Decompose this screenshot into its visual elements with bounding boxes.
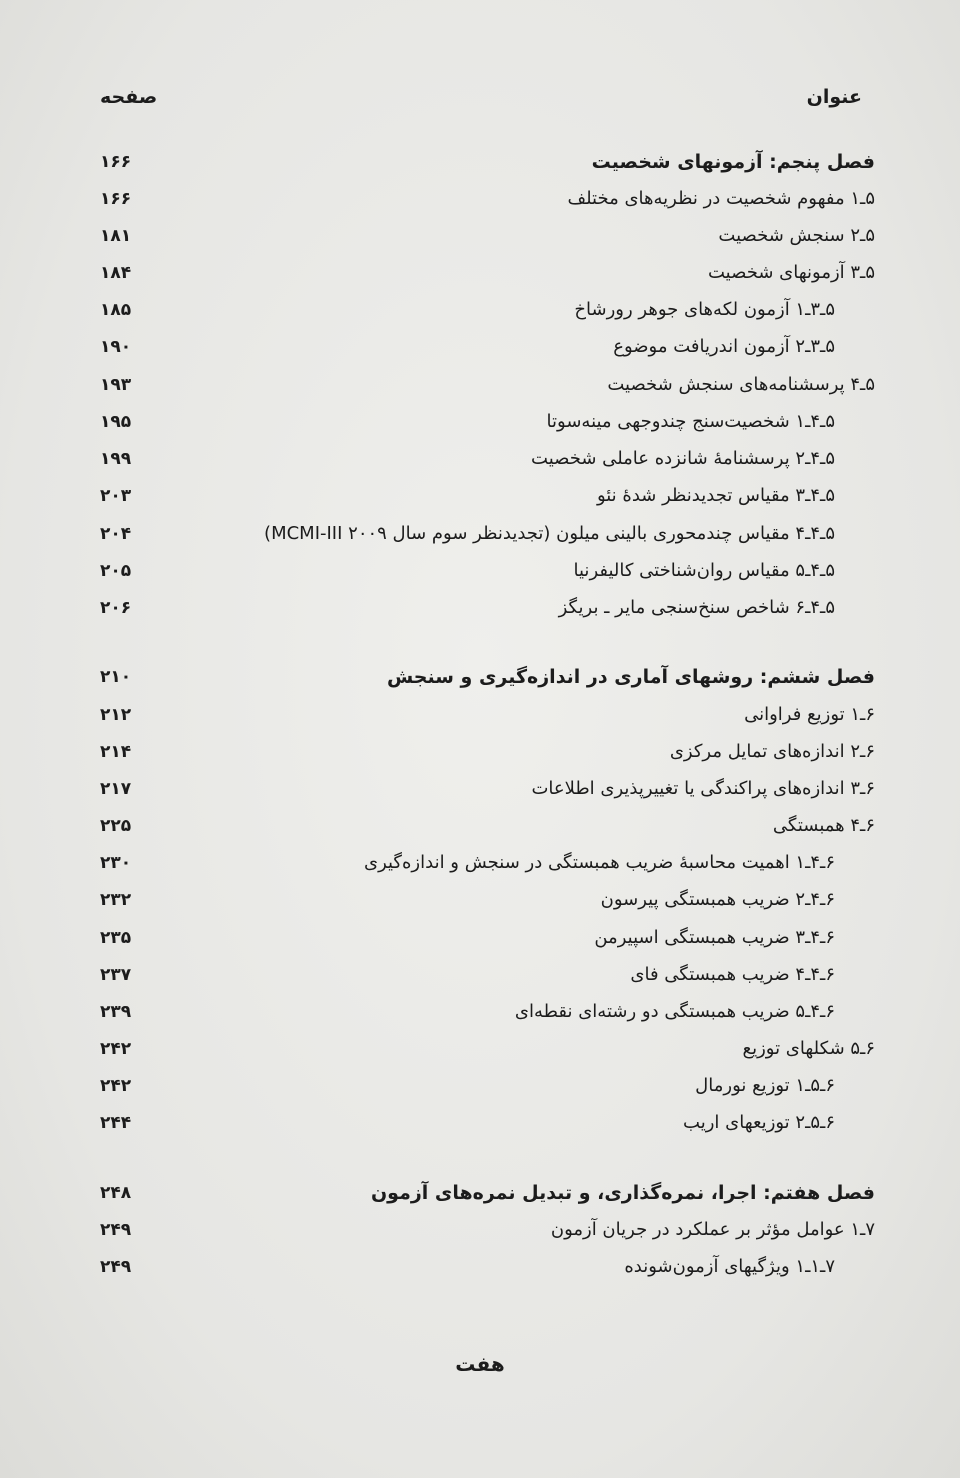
toc-entry-row — [100, 737, 875, 771]
toc-entry-row — [100, 332, 875, 366]
toc-chapter-row — [100, 1178, 875, 1212]
toc-entry-row — [100, 481, 875, 515]
toc-entry-page: ۱۹۵ — [100, 412, 132, 432]
toc-entry-title: ۷ـ۱ عوامل مؤثر بر عملکرد در جریان آزمون — [550, 1219, 875, 1240]
toc-entry-title: ۵ـ۳ آزمونهای شخصیت — [708, 262, 875, 283]
toc-entry-row — [100, 960, 875, 994]
toc-entry-row — [100, 1108, 875, 1142]
toc-entry-row — [100, 221, 875, 255]
page-column-heading: صفحه — [100, 86, 158, 108]
toc-entry-page: ۲۴۹ — [100, 1257, 132, 1277]
toc-entry-title: فصل ششم: روشهای آماری در اندازه‌گیری و سنجش — [386, 666, 875, 688]
toc-entry-page: ۲۴۲ — [100, 1076, 132, 1096]
toc-entry-title: ۷ـ۱ـ۱ ویژگیهای آزمون‌شونده — [624, 1256, 835, 1277]
toc-entry-page: ۲۳۲ — [100, 890, 132, 910]
toc-entry-title: ۵ـ۴ـ۳ مقیاس تجدیدنظر شدهٔ نئو — [596, 485, 835, 506]
toc-entry-page: ۲۴۸ — [100, 1183, 132, 1203]
toc-entry-page: ۲۳۹ — [100, 1002, 132, 1022]
toc-entry-title: ۵ـ۱ مفهوم شخصیت در نظریه‌های مختلف — [567, 188, 875, 209]
toc-entry-title: ۵ـ۴ـ۲ پرسشنامهٔ شانزده عاملی شخصیت — [531, 448, 835, 469]
toc-entry-page: ۱۸۵ — [100, 300, 132, 320]
toc-entry-title: ۶ـ۴ همبستگی — [772, 815, 875, 836]
toc-entry-row — [100, 519, 875, 553]
title-column-heading: عنوان — [806, 86, 862, 108]
toc-entry-title: ۵ـ۲ سنجش شخصیت — [718, 225, 875, 246]
toc-entry-page: ۲۱۴ — [100, 742, 132, 762]
toc-entry-title: ۶ـ۵ـ۲ توزیعهای اریب — [683, 1112, 835, 1133]
toc-entry-page: ۲۰۴ — [100, 524, 132, 544]
toc-entry-page: ۱۶۶ — [100, 189, 132, 209]
toc-entry-page: ۱۸۴ — [100, 263, 132, 283]
toc-entry-page: ۲۱۲ — [100, 705, 132, 725]
toc-entry-row — [100, 700, 875, 734]
toc-entry-page: ۱۶۶ — [100, 152, 132, 172]
toc-entry-row — [100, 1252, 875, 1286]
toc-entry-title: ۶ـ۵ـ۱ توزیع نورمال — [695, 1075, 835, 1096]
toc-entry-row — [100, 1034, 875, 1068]
toc-entry-title: ۵ـ۴ـ۵ مقیاس روان‌شناختی کالیفرنیا — [573, 560, 835, 581]
toc-entry-page: ۱۹۰ — [100, 337, 132, 357]
toc-entry-row — [100, 295, 875, 329]
toc-entry-title: ۵ـ۳ـ۲ آزمون اندریافت موضوع — [613, 336, 835, 357]
toc-entry-page: ۲۲۵ — [100, 816, 132, 836]
toc-entry-row — [100, 556, 875, 590]
toc-entry-row — [100, 370, 875, 404]
toc-entry-page: ۲۴۹ — [100, 1220, 132, 1240]
toc-entry-page: ۲۰۳ — [100, 486, 132, 506]
toc-entry-page: ۱۹۹ — [100, 449, 132, 469]
toc-entry-title: ۶ـ۴ـ۲ ضریب همبستگی پیرسون — [600, 889, 835, 910]
toc-entry-row — [100, 407, 875, 441]
toc-entry-page: ۲۳۰ — [100, 853, 132, 873]
toc-entry-title: فصل هفتم: اجرا، نمره‌گذاری، و تبدیل نمره‌های آزمون — [370, 1182, 875, 1204]
toc-entry-row — [100, 593, 875, 627]
toc-entry-row — [100, 923, 875, 957]
toc-entry-page: ۲۴۲ — [100, 1039, 132, 1059]
toc-entry-title: ۵ـ۴ـ۴ مقیاس چندمحوری بالینی میلون (تجدیدنظر سوم سال ۲۰۰۹ MCMI-III) — [264, 523, 835, 544]
toc-entry-title: ۵ـ۴ـ۶ شاخص سنخ‌سنجی مایر ـ بریگز — [558, 597, 835, 618]
toc-entry-title: ۶ـ۲ اندازه‌های تمایل مرکزی — [669, 741, 875, 762]
toc-entry-row — [100, 1215, 875, 1249]
toc-entry-page: ۲۱۷ — [100, 779, 132, 799]
toc-entry-title: ۶ـ۴ـ۴ ضریب همبستگی فای — [630, 964, 835, 985]
toc-entry-row — [100, 811, 875, 845]
toc-entry-row — [100, 885, 875, 919]
toc-entry-title: ۶ـ۳ اندازه‌های پراکندگی یا تغییرپذیری اطلاعات — [531, 778, 875, 799]
toc-chapter-row — [100, 662, 875, 696]
toc-entry-title: ۵ـ۴ پرسشنامه‌های سنجش شخصیت — [607, 374, 875, 395]
toc-entry-title: ۵ـ۴ـ۱ شخصیت‌سنج چندوجهی مینه‌سوتا — [546, 411, 835, 432]
toc-entry-row — [100, 774, 875, 808]
toc-entry-page: ۱۸۱ — [100, 226, 132, 246]
toc-entry-row — [100, 444, 875, 478]
toc-entry-row — [100, 1071, 875, 1105]
toc-chapter-row — [100, 147, 875, 181]
toc-entry-title: ۶ـ۵ شکلهای توزیع — [742, 1038, 875, 1059]
toc-entry-title: ۶ـ۴ـ۳ ضریب همبستگی اسپیرمن — [594, 927, 835, 948]
toc-entry-page: ۲۰۶ — [100, 598, 132, 618]
toc-entry-row — [100, 848, 875, 882]
toc-entry-row — [100, 184, 875, 218]
toc-entry-title: ۶ـ۴ـ۵ ضریب همبستگی دو رشته‌ای نقطه‌ای — [514, 1001, 835, 1022]
toc-entry-row — [100, 997, 875, 1031]
toc-entry-page: ۲۱۰ — [100, 667, 132, 687]
toc-entry-row — [100, 258, 875, 292]
toc-entry-title: ۵ـ۳ـ۱ آزمون لکه‌های جوهر رورشاخ — [574, 299, 835, 320]
toc-entry-title: فصل پنجم: آزمونهای شخصیت — [591, 151, 875, 173]
toc-entry-page: ۲۳۷ — [100, 965, 132, 985]
toc-entry-title: ۶ـ۴ـ۱ اهمیت محاسبهٔ ضریب همبستگی در سنجش و اندازه‌گیری — [363, 852, 835, 873]
toc-entry-page: ۱۹۳ — [100, 375, 132, 395]
toc-entry-page: ۲۰۵ — [100, 561, 132, 581]
toc-entry-page: ۲۳۵ — [100, 928, 132, 948]
page-number-footer: هفت — [455, 1352, 505, 1376]
toc-entry-page: ۲۴۴ — [100, 1113, 132, 1133]
toc-entry-title: ۶ـ۱ توزیع فراوانی — [744, 704, 875, 725]
